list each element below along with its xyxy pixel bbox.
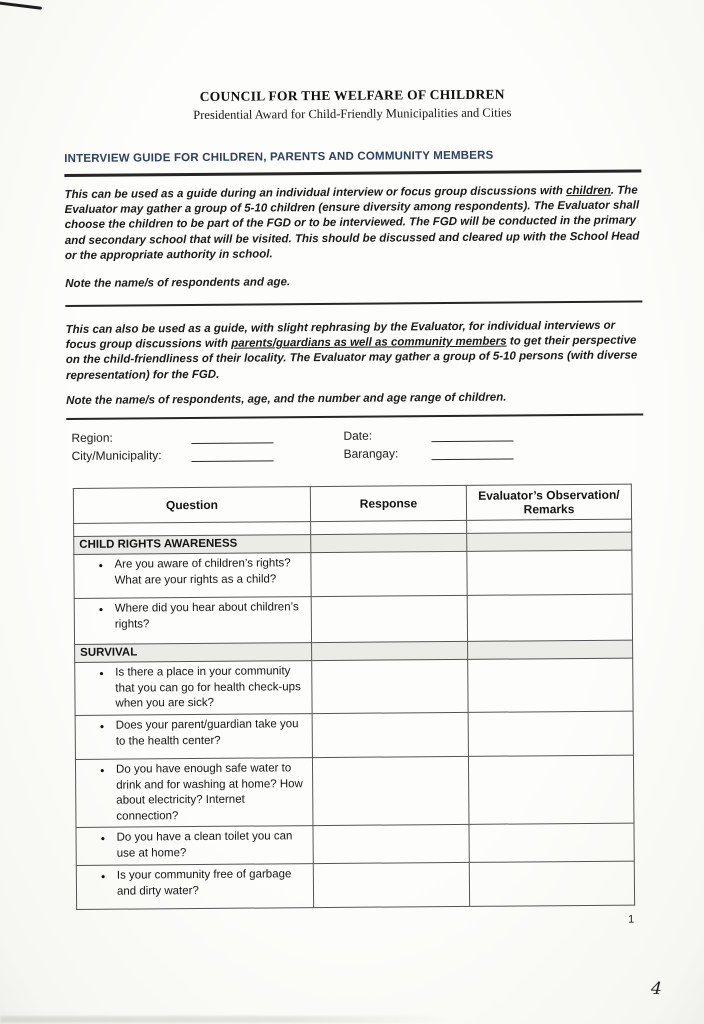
award-subtitle: Presidential Award for Child-Friendly Municipalities and Cities <box>193 105 512 123</box>
bullet-icon: ● <box>99 721 105 731</box>
handwritten-page-number: 4 <box>650 978 663 1000</box>
response-cell <box>311 596 467 643</box>
response-cell <box>312 642 468 661</box>
question-cell <box>76 864 313 910</box>
question-text: Do you have a clean toilet you can use at home? <box>116 830 293 860</box>
note-line: Note the name/s of respondents and age. <box>65 275 291 290</box>
response-cell <box>313 863 469 908</box>
response-cell <box>312 660 468 714</box>
instruction-block-2 <box>66 318 644 407</box>
question-cell <box>76 826 313 866</box>
guide-title: INTERVIEW GUIDE FOR CHILDREN, PARENTS AND COMMUNITY MEMBERS <box>64 149 494 166</box>
date-label: Date: <box>343 428 373 444</box>
question-cell <box>75 661 312 716</box>
question-row <box>76 861 634 909</box>
table-body <box>74 519 635 910</box>
remarks-cell <box>468 658 633 712</box>
table-header-row <box>73 484 631 523</box>
remarks-cell <box>469 861 634 906</box>
scan-shadow <box>0 1016 450 1023</box>
heading-divider <box>64 170 641 177</box>
city-line <box>192 448 274 463</box>
question-cell <box>74 553 311 599</box>
remarks-cell <box>468 640 633 659</box>
response-cell <box>312 712 468 757</box>
question-row <box>75 711 633 759</box>
remarks-cell <box>469 823 634 862</box>
question-text: Is there a place in your community that you can go for health check-ups when you are sick? <box>115 665 301 711</box>
question-cell: CHILD RIGHTS AWARENESS <box>74 535 311 555</box>
bullet-icon: ● <box>100 765 105 775</box>
city-label: City/Municipality: <box>71 448 162 464</box>
date-line <box>431 428 513 443</box>
response-cell <box>311 552 467 597</box>
remarks-cell <box>468 711 633 756</box>
remarks-cell <box>467 532 632 551</box>
question-cell <box>75 714 312 760</box>
question-row <box>76 823 634 865</box>
section-divider <box>66 414 643 421</box>
question-row <box>75 755 634 828</box>
field-row <box>67 445 644 468</box>
table-header-response: Response <box>310 486 466 522</box>
question-text: Does your parent/guardian take you to the health center? <box>115 718 299 748</box>
remarks-cell <box>467 550 632 595</box>
response-cell <box>313 825 469 864</box>
barangay-line <box>432 446 514 461</box>
underlined-phrase: parents/guardians as well as community members <box>231 335 507 350</box>
response-cell <box>312 756 469 826</box>
response-cell <box>311 534 467 553</box>
question-cell <box>74 597 311 645</box>
page-number: 1 <box>628 913 635 927</box>
question-cell <box>75 758 313 828</box>
question-row <box>74 550 632 598</box>
paragraph-text: . The Evaluator may gather a group of 5-10 children (ensure diversity among respondents). The Evaluator shall choose the children to be part of the FGD or to be interviewed. The FGD will be conducted in the primary and secondary school that will be visited. This should be discussed and cleared up with the School Head or the appropriate authority in school. <box>64 184 640 263</box>
remarks-cell <box>468 755 634 825</box>
underlined-phrase: children <box>566 184 611 197</box>
question-row <box>75 658 633 715</box>
interview-table <box>73 484 635 911</box>
bullet-icon: ● <box>100 872 106 882</box>
interview-table-wrap <box>73 484 634 931</box>
remarks-cell <box>467 519 632 533</box>
question-cell: SURVIVAL <box>75 643 312 663</box>
instruction-block-1 <box>64 183 642 290</box>
question-row <box>74 594 632 644</box>
instruction-paragraph <box>64 183 642 265</box>
bullet-icon: ● <box>99 668 104 679</box>
response-cell <box>311 521 467 535</box>
question-text: Is your community free of garbage and dirty water? <box>116 868 292 898</box>
remarks-cell <box>467 594 632 641</box>
bullet-icon: ● <box>98 604 104 615</box>
paragraph-text: to get their perspective on the child-friendliness of their locality. The Evaluator may gather a group of 5-10 persons (with diverse representation) for the FGD. <box>65 334 638 382</box>
fields-section <box>66 427 643 468</box>
region-line <box>191 430 273 445</box>
bullet-icon: ● <box>100 834 106 844</box>
paragraph-text: This can also be used as a guide, with slight rephrasing by the Evaluator, for individual interviews or focus group discussions with <box>65 319 616 352</box>
question-text: Where did you hear about children’s rights? <box>114 601 299 631</box>
table-header-question: Question <box>73 487 310 524</box>
paragraph-text: This can be used as a guide during an individual interview or focus group discussions with <box>64 184 567 201</box>
question-text: Are you aware of children’s rights? What are your rights as a child? <box>114 557 291 587</box>
barangay-label: Barangay: <box>343 446 399 462</box>
note-line: Note the name/s of respondents, age, and the number and age range of children. <box>66 391 507 408</box>
region-label: Region: <box>71 430 113 446</box>
bullet-icon: ● <box>98 560 104 571</box>
question-text: Do you have enough safe water to drink and for washing at home? How about electricity? Internet connection? <box>115 762 303 823</box>
section-divider <box>65 300 642 307</box>
table-header-remarks: Evaluator’s Observation/ Remarks <box>466 484 631 520</box>
instruction-paragraph <box>66 318 643 384</box>
document <box>63 0 647 930</box>
org-title: COUNCIL FOR THE WELFARE OF CHILDREN <box>199 86 505 104</box>
